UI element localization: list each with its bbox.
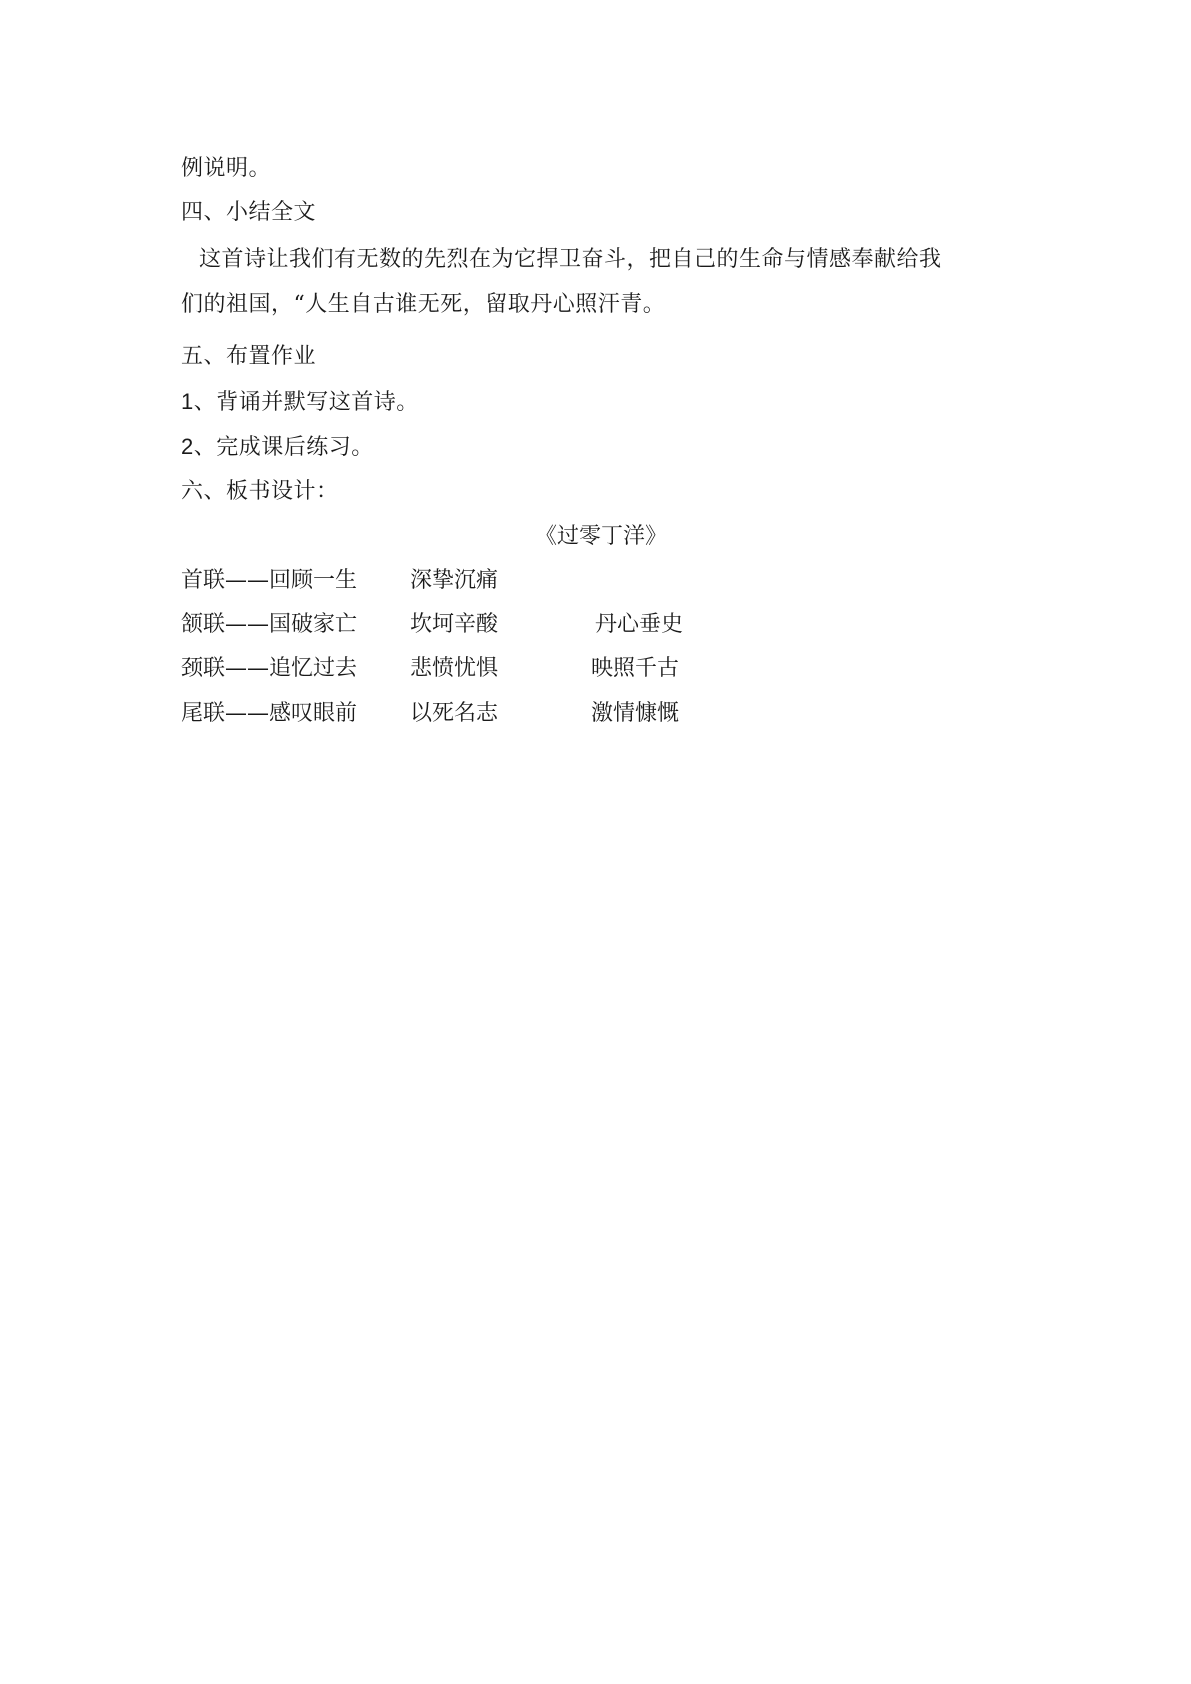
summary-paragraph-line-2: 们的祖国，“人生自古谁无死，留取丹心照汗青。 <box>181 292 666 317</box>
board-row-emotion: 以死名志 <box>410 701 499 726</box>
board-row-couplet: 颈联——追忆过去 <box>181 656 358 681</box>
board-row <box>181 654 881 684</box>
summary-paragraph-line-1: 这首诗让我们有无数的先烈在为它捍卫奋斗，把自己的生命与情感奉献给我 <box>199 247 942 272</box>
homework-item-1-text: 、背诵并默写这首诗。 <box>193 390 419 415</box>
section-heading-summary: 四、小结全文 <box>181 200 317 225</box>
board-row-emotion: 悲愤忧惧 <box>410 656 499 681</box>
board-row <box>181 566 881 596</box>
paragraph-continuation: 例说明。 <box>181 156 272 181</box>
board-row-theme: 激情慷慨 <box>591 701 680 726</box>
section-heading-homework: 五、布置作业 <box>181 344 317 369</box>
homework-item-2-text: 、完成课后练习。 <box>193 435 374 460</box>
board-row <box>181 610 881 640</box>
homework-item-1-number: 1 <box>181 389 194 414</box>
board-row-couplet: 颔联——国破家亡 <box>181 612 358 637</box>
board-row-emotion: 坎坷辛酸 <box>410 612 499 637</box>
board-row <box>181 699 881 729</box>
board-title: 《过零丁洋》 <box>535 524 668 549</box>
board-row-theme: 映照千古 <box>591 656 680 681</box>
board-row-theme: 丹心垂史 <box>595 612 684 637</box>
board-row-emotion: 深挚沉痛 <box>410 568 499 593</box>
board-row-couplet: 首联——回顾一生 <box>181 568 358 593</box>
section-heading-board-design: 六、板书设计： <box>181 479 339 504</box>
board-row-couplet: 尾联——感叹眼前 <box>181 701 358 726</box>
homework-item-2 <box>181 432 374 463</box>
homework-item-2-number: 2 <box>181 434 194 459</box>
homework-item-1 <box>181 387 419 418</box>
